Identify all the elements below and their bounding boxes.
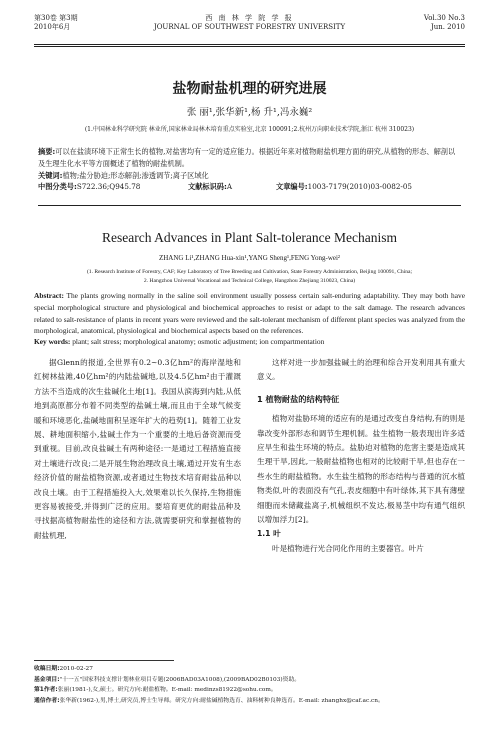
- classification-line: [38, 182, 461, 192]
- abstract-cn-label: 摘要:: [38, 147, 56, 156]
- paper-title-en: Research Advances in Plant Salt-tolerance Mechanism: [101, 230, 398, 245]
- footnote-rule: [34, 660, 174, 661]
- footnotes: [34, 664, 465, 706]
- article-number: 文章编号:1003-7179(2010)03-0082-05: [276, 182, 412, 191]
- keywords-en: [34, 336, 465, 348]
- clc-number: 中图分类号:S722.36;Q945.78: [38, 182, 141, 191]
- header-journal: 西 南 林 学 院 学 报 JOURNAL OF SOUTHWEST FORESTRY UNIVERSITY: [153, 14, 346, 31]
- author-list-en: ZHANG Li¹,ZHANG Hua-xin¹,YANG Sheng¹,FENG Yong-wei²: [158, 254, 341, 262]
- body-paragraph: 这样对进一步加强盐碱土的治理和综合开发利用具有重大意义。: [257, 358, 465, 382]
- abstract-en-label: Abstract:: [34, 291, 64, 300]
- section-heading: 1 植物耐盐的结构特征: [257, 393, 340, 404]
- subsection-heading: 1.1 叶: [257, 529, 281, 539]
- affiliation: (1.中国林业科学研究院 林业所,国家林业局林木培育重点实验室,北京 100091;2.杭州万向职业技术学院,浙江 杭州 310023): [84, 126, 415, 133]
- doc-code: 文献标识码:A: [188, 182, 233, 191]
- body-paragraph: 据Glenn的报道,全世界有0.2~0.3亿hm²的海岸湿地和红树林盐滩,40亿hm²的内陆盐碱地,以及4.5亿hm²由于灌溉方法不当造成的次生盐碱化土地[1]。我国从滨海到内陆,从低地到高原都分布着不同类型的盐碱土壤,而且由于全球气候变暖和环境恶化,盐碱地面积呈逐年扩大的趋势[1]。随着工业发展、耕地面积缩小,盐碱土作为一个重要的土地后备资源而受到重视。目前,改良盐碱土有两种途径:一是通过工程措施直接对土壤进行改良;二是开展生物治理改良土壤,通过开发有生态经济价值的耐盐植物资源,或者通过生物技术培育耐盐品种以改良土壤。由于工程措施投入大,效果难以长久保持,生物措施更容易被接受,并得到广泛的应用。要培育更优的耐盐品种及寻找据高植物耐盐性的途径和方法,就需要研究和掌握植物的耐盐机理,: [34, 358, 241, 540]
- body-column-right: [257, 356, 465, 556]
- abstract-en-text: The plants growing normally in the saline soil environment usually possess certain salt-enduring adaptability. They may both have special morphological structure and physiological and biochemical approaches to resist or adapt to the salt damage. The research advances related to salt-resistance of plants in recent years were reviewed and the salt-tolerant mechanism of different plant species was analyzed from the morphological, anatomical, physiological and biochemical aspects based on the references.: [34, 291, 466, 336]
- abstract-en: [34, 290, 465, 337]
- keywords-cn-text: 植物;盐分胁迫;形态解剖;渗透调节;离子区域化: [62, 171, 209, 180]
- footnote-received: 收稿日期:2010-02-27: [34, 666, 93, 672]
- affiliation-en: (1. Research Institute of Forestry, CAF; Key Laboratory of Tree Breeding and Cultivation, State Forestry Administration, Beijing 100091, China; 2. Hangzhou Universal Vocational and Technical College, Hangzhou Zhejiang 310023, China): [86, 269, 413, 284]
- footnote-corresponding-author: 通信作者:张华新(1962-),男,博士,研究员,博士生导师。研究方向:耐盐碱植物选育、油料树种良种选育。E-mail: zhanghx@caf.ac.cn。: [34, 697, 384, 704]
- header-issue: Vol.30 No.3 Jun. 2010: [423, 14, 465, 31]
- running-header: [34, 6, 465, 46]
- footnote-first-author: 第1作者:张丽(1981-),女,硕士。研究方向:耐盐植物。E-mail: medinzs81922@sohu.com。: [34, 687, 277, 693]
- keywords-en-text: plant; salt stress; morphological anatomy; osmotic adjustment; ion compartmentation: [72, 337, 325, 346]
- abstract-cn-text: 可以在盐渍环境下正常生长的植物,对盐害均有一定的适应能力。根据近年来对植物耐盐机理方面的研究,从植物的形态、解剖以及生理生化水平等方面概述了植物的耐盐机制。: [38, 147, 456, 168]
- body-paragraph: 植物对盐胁环境的适应有的是通过改变自身结构,有的则是靠改变外部形态和调节生理机制。盐生植物一般表现出许多适应旱生和盐生环境的特点。盐胁迫对植物的危害主要是造成其生理干旱,因此,一般耐盐植物也相对的比较耐干旱,但也存在一些水生的耐盐植物。水生盐生植物的形态结构与普通的沉水植物类似,叶的表面没有气孔,表皮细胞中有叶绿体,其下具有薄壁细胞而未储藏盐离子,机械组织不发达,极易茎中均有通气组织以增加浮力[2]。: [257, 414, 465, 525]
- header-rule-thin: [34, 46, 465, 47]
- footnote-fund: 基金项目:"十一五"国家科技支撑计划林业项目专题(2006BAD03A1008),(2009BAD02B0103)资助。: [34, 676, 301, 683]
- keywords-cn: [38, 170, 461, 182]
- keywords-en-label: Key words:: [34, 337, 71, 346]
- paper-title: 盐物耐盐机理的研究进展: [172, 81, 327, 97]
- header-rule: [34, 44, 465, 45]
- abstract-cn: [38, 146, 461, 170]
- keywords-cn-label: 关键词:: [38, 171, 63, 180]
- author-list: 张 丽¹,张华新¹,杨 升¹,冯永巍²: [186, 107, 313, 118]
- header-volume: 第30卷 第3期 2010年6月: [34, 14, 78, 31]
- meta-rule: [38, 205, 461, 206]
- body-column-left: [34, 356, 241, 543]
- body-paragraph: 叶是植物进行光合同化作用的主要器官。叶片: [272, 543, 424, 553]
